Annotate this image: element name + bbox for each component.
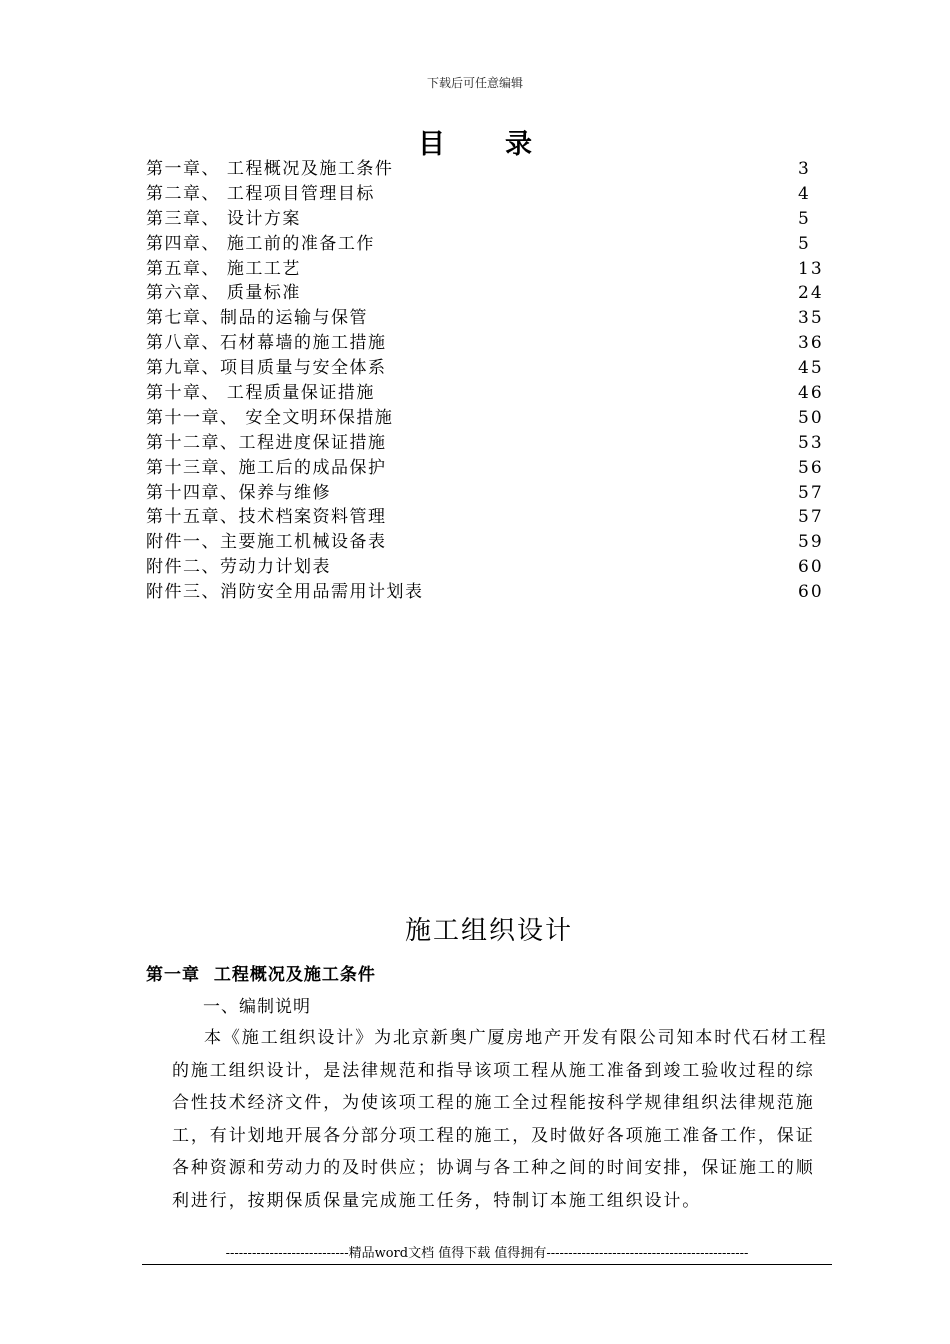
toc-entry-label: 第十一章、 安全文明环保措施: [146, 407, 394, 428]
toc-entry-page: 46: [798, 383, 824, 404]
toc-entry-label: 第十章、 工程质量保证措施: [146, 383, 375, 404]
toc-entry[interactable]: [146, 207, 826, 232]
toc-entry-label: 第三章、 设计方案: [146, 208, 301, 229]
toc-entry-label: 第十二章、工程进度保证措施: [146, 432, 387, 453]
toc-entry-label: 第五章、 施工工艺: [146, 258, 301, 279]
toc-entry[interactable]: [146, 555, 826, 580]
toc-entry[interactable]: [146, 505, 826, 530]
document-title: 施工组织设计: [404, 916, 573, 946]
toc-entry-page: 53: [798, 432, 824, 453]
toc-entry[interactable]: [146, 530, 826, 555]
toc-entry-label: 第八章、石材幕墙的施工措施: [146, 333, 387, 354]
toc-entry-page: 45: [798, 358, 824, 379]
section-heading: 一、编制说明: [203, 997, 311, 1017]
toc-entry[interactable]: [146, 356, 826, 381]
toc-entry-page: 3: [798, 159, 811, 179]
toc-entry[interactable]: [146, 406, 826, 431]
toc-entry[interactable]: [146, 306, 826, 331]
paragraph-line: 各种资源和劳动力的及时供应；协调与各工种之间的时间安排，保证施工的顺: [172, 1158, 815, 1178]
toc-entry[interactable]: [146, 232, 826, 257]
toc-entry[interactable]: [146, 431, 826, 456]
footer-banner: ----------------------------精品word文档 值得下载 值得拥有----------------------------------------------: [142, 1244, 832, 1265]
toc-entry[interactable]: [146, 281, 826, 306]
toc-entry-label: 第七章、制品的运输与保管: [146, 308, 368, 329]
toc-entry-page: 24: [798, 283, 824, 304]
toc-entry-page: 57: [798, 482, 824, 503]
table-of-contents: [146, 157, 826, 605]
toc-entry[interactable]: [146, 257, 826, 282]
paragraph-line: 本《施工组织设计》为北京新奥广厦房地产开发有限公司知本时代石材工程: [204, 1028, 828, 1048]
toc-entry-label: 附件三、消防安全用品需用计划表: [146, 582, 424, 603]
toc-entry-page: 4: [798, 183, 811, 204]
header-note: 下载后可任意编辑: [426, 76, 523, 90]
toc-entry-label: 第六章、 质量标准: [146, 283, 301, 304]
toc-entry-label: 第九章、项目质量与安全体系: [146, 358, 387, 379]
toc-entry-label: 第一章、 工程概况及施工条件: [146, 159, 394, 179]
toc-entry-page: 60: [798, 582, 824, 603]
toc-entry[interactable]: [146, 157, 826, 182]
paragraph-line: 利进行，按期保质保量完成施工任务，特制订本施工组织设计。: [172, 1190, 702, 1211]
toc-entry-page: 36: [798, 333, 824, 354]
toc-entry-page: 5: [798, 233, 811, 254]
toc-entry[interactable]: [146, 481, 826, 506]
paragraph-line: 的施工组织设计，是法律规范和指导该项工程从施工准备到竣工验收过程的综: [172, 1060, 815, 1081]
toc-entry-page: 60: [798, 557, 824, 578]
toc-entry-label: 第四章、 施工前的准备工作: [146, 233, 375, 254]
toc-entry[interactable]: [146, 331, 826, 356]
toc-entry[interactable]: [146, 580, 826, 605]
toc-entry-page: 56: [798, 457, 824, 478]
toc-entry-page: 13: [798, 258, 824, 279]
toc-entry-label: 第十四章、保养与维修: [146, 482, 331, 503]
chapter-heading: 第一章 工程概况及施工条件: [146, 965, 376, 985]
toc-entry-page: 50: [798, 407, 824, 428]
toc-entry-label: 附件二、劳动力计划表: [146, 557, 331, 578]
toc-entry-label: 第二章、 工程项目管理目标: [146, 183, 375, 204]
toc-entry-page: 59: [798, 532, 824, 553]
toc-entry-label: 第十五章、技术档案资料管理: [146, 507, 387, 528]
body-paragraph: [172, 1022, 836, 1217]
toc-entry-page: 5: [798, 208, 811, 229]
toc-entry[interactable]: [146, 456, 826, 481]
toc-entry[interactable]: [146, 381, 826, 406]
toc-entry-label: 附件一、主要施工机械设备表: [146, 532, 387, 553]
toc-entry-label: 第十三章、施工后的成品保护: [146, 457, 387, 478]
paragraph-line: 工，有计划地开展各分部分项工程的施工，及时做好各项施工准备工作，保证: [172, 1125, 815, 1146]
toc-entry[interactable]: [146, 182, 826, 207]
toc-title: 目录: [418, 129, 592, 160]
toc-entry-page: 35: [798, 308, 824, 329]
toc-entry-page: 57: [798, 507, 824, 528]
paragraph-line: 合性技术经济文件，为使该项工程的施工全过程能按科学规律组织法律规范施: [172, 1093, 815, 1113]
